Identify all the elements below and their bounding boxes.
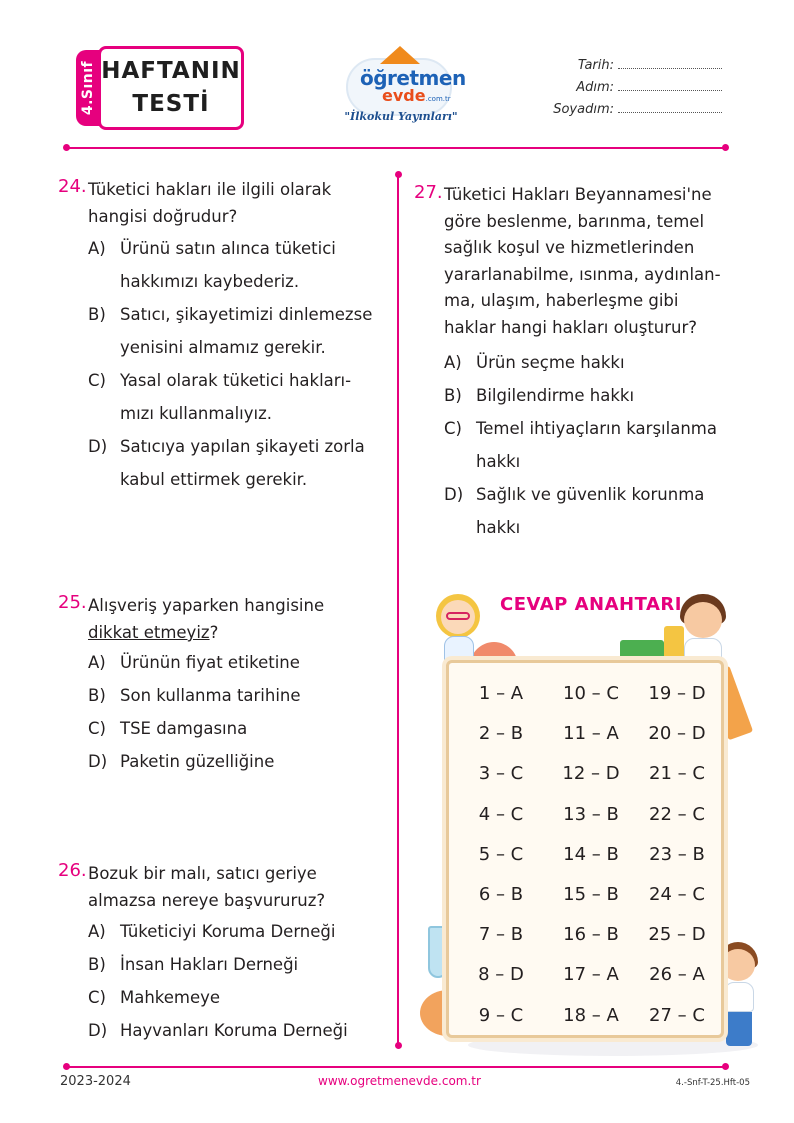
answer-key-cell: 25 – D: [648, 924, 706, 946]
logo-tagline: "İlkokul Yayınları": [344, 110, 458, 123]
option-text: Mahkemeye: [120, 988, 221, 1007]
option-b[interactable]: [444, 379, 717, 412]
title-line-2: TESTİ: [132, 91, 210, 117]
answer-key-cell: 26 – A: [649, 964, 705, 986]
option-letter: B): [88, 955, 106, 974]
stem-line: ma, ulaşım, haberleşme gibi: [444, 291, 679, 310]
answer-key-cell: 21 – C: [649, 763, 705, 785]
option-c[interactable]: [444, 412, 717, 478]
stem-line: haklar hangi hakları oluşturur?: [444, 317, 698, 337]
option-text: Yasal olarak tüketici hakları-: [120, 371, 352, 390]
books-decoration: [620, 640, 664, 662]
student-info-fields: [532, 58, 722, 124]
options: [88, 646, 301, 778]
logo-domain: .com.tr: [425, 95, 451, 103]
option-text: Son kullanma tarihine: [120, 686, 301, 705]
name-field[interactable]: [532, 80, 722, 102]
answer-key-cell: 20 – D: [648, 723, 706, 745]
answer-key-cell: 7 – B: [478, 924, 524, 946]
answer-key-cell: 27 – C: [649, 1004, 705, 1026]
question-stem: [444, 182, 721, 341]
option-a[interactable]: [88, 232, 372, 298]
question-stem: [88, 592, 324, 646]
option-text: yenisini almamız gerekir.: [120, 338, 326, 357]
boy-illustration-top: [680, 594, 730, 664]
options: [88, 232, 372, 496]
boy-illustration-bottom: [718, 942, 762, 1048]
answer-key-cell: 2 – B: [478, 723, 524, 745]
option-text: TSE damgasına: [120, 719, 248, 738]
answer-key-cell: 17 – A: [563, 964, 619, 986]
option-letter: C): [88, 371, 106, 390]
question-stem: [88, 860, 325, 914]
answer-key-cell: 15 – B: [563, 883, 619, 905]
option-letter: A): [88, 239, 106, 258]
answer-key-cell: 14 – B: [563, 843, 619, 865]
option-text: Tüketiciyi Koruma Derneği: [120, 922, 336, 941]
answer-key-cell: 1 – A: [478, 683, 524, 704]
test-title: [98, 46, 244, 130]
answer-key-cell: 8 – D: [478, 964, 524, 986]
option-c[interactable]: [88, 364, 372, 430]
stem-line: sağlık koşul ve hizmetlerinden: [444, 238, 695, 257]
answer-key-cell: 18 – A: [563, 1004, 619, 1026]
date-blank[interactable]: [618, 59, 722, 69]
option-text: Ürünün fiyat etiketine: [120, 653, 300, 672]
option-a[interactable]: [444, 346, 717, 379]
answer-key-title: CEVAP ANAHTARI: [500, 594, 682, 615]
stem-line: göre beslenme, barınma, temel: [444, 211, 705, 231]
footer-website-link[interactable]: www.ogretmenevde.com.tr: [318, 1074, 481, 1088]
stem-line: Alışveriş yaparken hangisine: [88, 596, 325, 615]
option-d[interactable]: [88, 1014, 348, 1047]
option-text: Bilgilendirme hakkı: [476, 386, 635, 405]
option-letter: D): [88, 437, 108, 456]
column-divider: [397, 174, 399, 1046]
date-label: Tarih:: [577, 58, 614, 73]
stem-line: hangisi doğrudur?: [88, 207, 238, 226]
option-letter: A): [88, 653, 106, 672]
option-text: Hayvanları Koruma Derneği: [120, 1021, 348, 1040]
header-divider: [66, 147, 726, 149]
option-text: Paketin güzelliğine: [120, 752, 275, 771]
option-text: Ürünü satın alınca tüketici: [120, 239, 336, 258]
underlined-phrase: dikkat etmeyiz: [88, 623, 210, 642]
answer-key-cell: 13 – B: [563, 803, 619, 825]
option-text: Sağlık ve güvenlik korunma: [476, 485, 705, 504]
option-letter: C): [88, 719, 106, 738]
option-b[interactable]: [88, 948, 348, 981]
glasses-icon: [446, 612, 470, 620]
option-d[interactable]: [444, 478, 717, 544]
stem-line: Tüketici hakları ile ilgili olarak: [88, 180, 332, 199]
boy-body: [684, 638, 722, 662]
option-c[interactable]: [88, 712, 301, 745]
option-text: hakkımızı kaybederiz.: [120, 272, 300, 291]
logo-word-ogretmen: öğretmen: [360, 66, 466, 90]
grade-label: 4.Sınıf: [80, 60, 96, 116]
option-b[interactable]: [88, 679, 301, 712]
option-letter: B): [444, 386, 462, 405]
option-letter: B): [88, 305, 106, 324]
answer-key-cell: 4 – C: [478, 803, 524, 825]
test-tube-decoration: [428, 926, 448, 978]
option-a[interactable]: [88, 646, 301, 679]
question-number: 27.: [414, 182, 443, 203]
answer-key-cell: 9 – C: [478, 1004, 524, 1026]
option-letter: C): [88, 988, 106, 1007]
answer-key-cell: 16 – B: [563, 924, 619, 946]
answer-key-cell: 12 – D: [562, 763, 620, 785]
footer-divider: [66, 1066, 726, 1068]
option-letter: D): [444, 485, 464, 504]
answer-key-cell: 19 – D: [648, 683, 706, 704]
footer-year: 2023-2024: [60, 1074, 131, 1089]
option-d[interactable]: [88, 430, 372, 496]
title-line-1: HAFTANIN: [101, 58, 241, 84]
surname-field[interactable]: [532, 102, 722, 124]
option-text: mızı kullanmalıyız.: [120, 404, 272, 423]
name-label: Adım:: [576, 80, 614, 95]
house-roof-icon: [380, 46, 420, 64]
footer-code: 4.-Snf-T-25.Hft-05: [675, 1078, 750, 1088]
question-stem: [88, 176, 331, 230]
option-d[interactable]: [88, 745, 301, 778]
surname-label: Soyadım:: [553, 102, 614, 117]
stem-line: Bozuk bir malı, satıcı geriye: [88, 864, 317, 883]
question-number: 24.: [58, 176, 87, 197]
boy-body: [724, 982, 754, 1012]
boy-face: [684, 602, 722, 638]
answer-key-cell: 23 – B: [649, 843, 705, 865]
stem-line: yararlanabilme, ısınma, aydınlan-: [444, 264, 721, 284]
answer-key-cell: 11 – A: [563, 723, 619, 745]
boy-face: [721, 949, 755, 981]
option-letter: B): [88, 686, 106, 705]
option-a[interactable]: [88, 915, 348, 948]
stem-end: ?: [209, 623, 219, 642]
option-text: İnsan Hakları Derneği: [120, 955, 299, 974]
logo-evde-text: evde: [382, 86, 426, 105]
option-letter: D): [88, 1021, 108, 1040]
date-field[interactable]: [532, 58, 722, 80]
option-c[interactable]: [88, 981, 348, 1014]
option-b[interactable]: [88, 298, 372, 364]
answer-key-cell: 6 – B: [478, 883, 524, 905]
answer-key-cell: 3 – C: [478, 763, 524, 785]
option-text: hakkı: [476, 518, 521, 537]
options: [444, 346, 717, 544]
logo-word-evde: [382, 86, 451, 105]
stem-line: [88, 619, 324, 646]
answer-key-cell: 24 – C: [649, 883, 705, 905]
options: [88, 915, 348, 1047]
option-letter: D): [88, 752, 108, 771]
name-blank[interactable]: [618, 81, 722, 91]
answer-key-cell: 22 – C: [649, 803, 705, 825]
stem-line: almazsa nereye başvururuz?: [88, 891, 326, 910]
option-letter: A): [88, 922, 106, 941]
option-letter: A): [444, 353, 462, 372]
question-number: 25.: [58, 592, 87, 613]
option-text: Satıcı, şikayetimizi dinlemezse: [120, 305, 373, 324]
stem-line: Tüketici Hakları Beyannamesi'ne: [444, 185, 712, 204]
answer-key-cell: 10 – C: [563, 683, 619, 704]
question-number: 26.: [58, 860, 87, 881]
publisher-logo: [336, 44, 466, 132]
option-text: Temel ihtiyaçların karşılanma: [476, 419, 717, 438]
surname-blank[interactable]: [618, 103, 722, 113]
option-text: Satıcıya yapılan şikayeti zorla: [120, 437, 365, 456]
answer-key-cell: 5 – C: [478, 843, 524, 865]
boy-legs: [726, 1012, 752, 1046]
option-text: kabul ettirmek gerekir.: [120, 470, 308, 489]
option-letter: C): [444, 419, 462, 438]
answer-key-grid: [456, 676, 718, 1038]
grade-tab: [76, 50, 100, 126]
option-text: Ürün seçme hakkı: [476, 353, 625, 372]
option-text: hakkı: [476, 452, 521, 471]
